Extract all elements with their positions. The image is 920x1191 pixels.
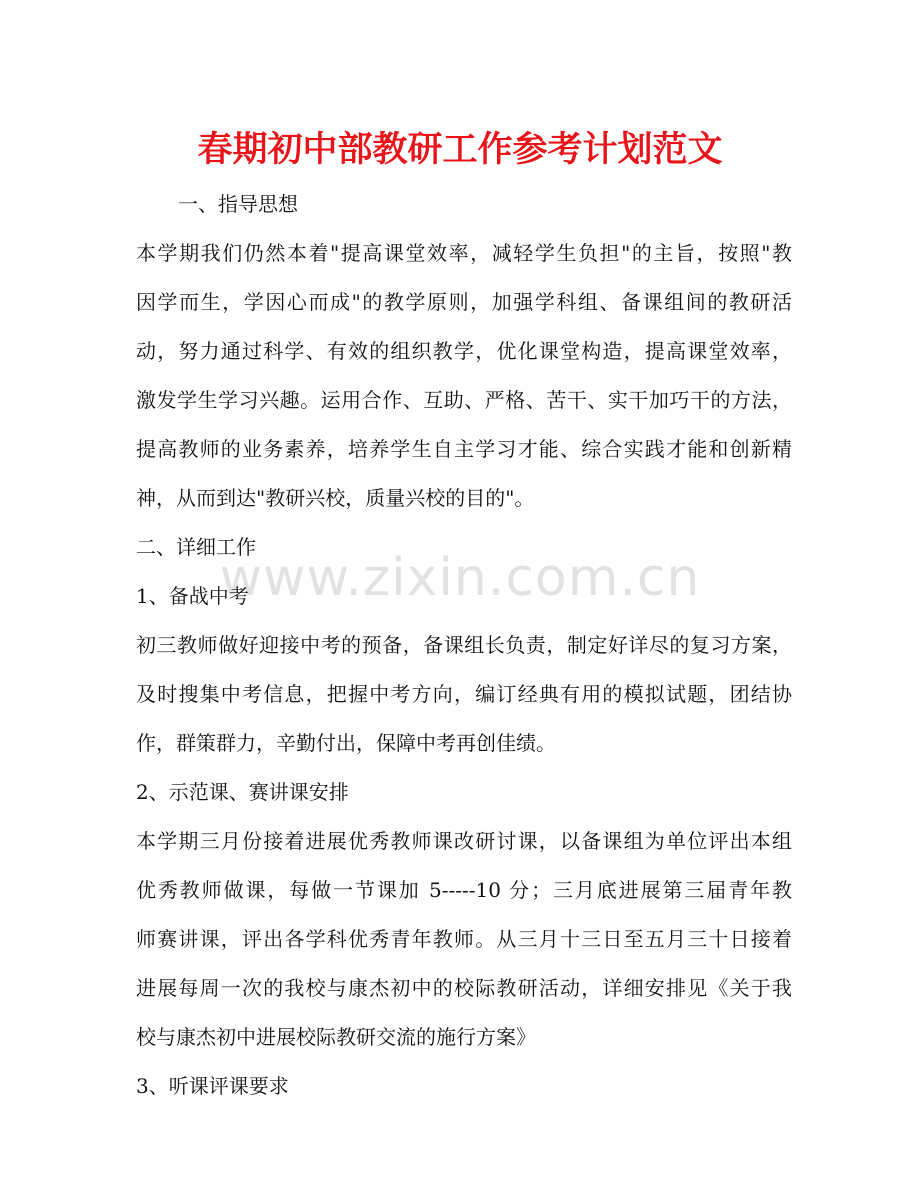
item-heading-exam-preparation: 1、备战中考 <box>136 584 249 608</box>
paragraph-line: 及时搜集中考信息，把握中考方向，编订经典有用的模拟试题，团结协 <box>136 682 792 706</box>
paragraph-line: 本学期我们仍然本着"提高课堂效率，减轻学生负担"的主旨，按照"教 <box>136 241 792 265</box>
paragraph-line: 因学而生，学因心而成"的教学原则，加强学科组、备课组间的教研活 <box>136 290 792 314</box>
paragraph-line: 本学期三月份接着进展优秀教师课改研讨课，以备课组为单位评出本组 <box>136 829 792 853</box>
paragraph-line: 作，群策群力，辛勤付出，保障中考再创佳绩。 <box>136 731 556 755</box>
document-title: 春期初中部教研工作参考计划范文 <box>197 130 723 170</box>
watermark-text: www.zixin.com.cn <box>219 548 701 608</box>
item-heading-lesson-evaluation: 3、听课评课要求 <box>136 1074 289 1098</box>
paragraph-line: 神，从而到达"教研兴校，质量兴校的目的"。 <box>136 486 535 510</box>
paragraph-line: 动，努力通过科学、有效的组织教学，优化课堂构造，提高课堂效率， <box>136 339 792 363</box>
paragraph-line: 优秀教师做课，每做一节课加 5-----10 分；三月底进展第三届青年教 <box>136 878 792 902</box>
paragraph-line: 提高教师的业务素养，培养学生自主学习才能、综合实践才能和创新精 <box>136 437 792 461</box>
section-heading-detailed-work: 二、详细工作 <box>136 535 256 559</box>
paragraph-line: 进展每周一次的我校与康杰初中的校际教研活动，详细安排见《关于我 <box>136 976 792 1000</box>
section-heading-guiding-ideology: 一、指导思想 <box>178 192 298 216</box>
paragraph-line: 激发学生学习兴趣。运用合作、互助、严格、苦干、实干加巧干的方法， <box>136 388 792 412</box>
item-heading-demo-lessons: 2、示范课、赛讲课安排 <box>136 780 349 804</box>
paragraph-line: 校与康杰初中进展校际教研交流的施行方案》 <box>136 1025 536 1049</box>
paragraph-line: 初三教师做好迎接中考的预备，备课组长负责，制定好详尽的复习方案， <box>136 633 792 657</box>
document-body <box>136 184 792 1107</box>
paragraph-line: 师赛讲课，评出各学科优秀青年教师。从三月十三日至五月三十日接着 <box>136 927 792 951</box>
